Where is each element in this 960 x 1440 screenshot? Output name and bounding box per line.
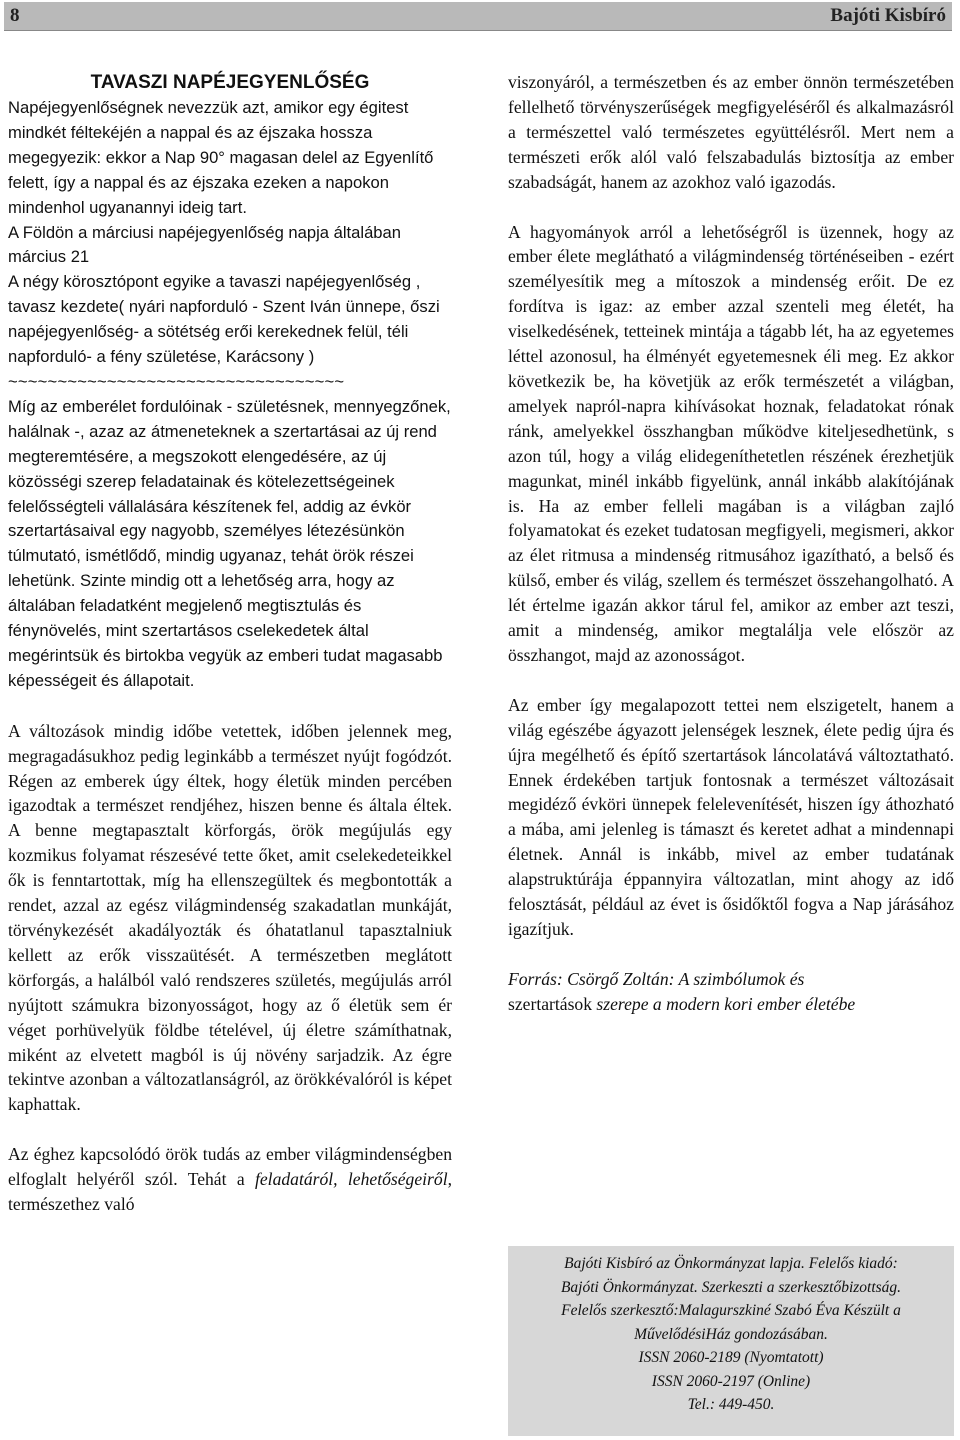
definition-paragraph: Napéjegyenlőségnek nevezzük azt, amikor egy égitest mindkét féltekéjén a nappal és az éjszaka hossza megegyezik: ekkor a Nap 90° magasan delel az Egyenlítő felett, így a nappal és az éjszaka ezeken a napokon mindenhol ugyanannyi ideig tart. (8, 98, 434, 217)
colophon-line: MűvelődésiHáz gondozásában. (634, 1325, 828, 1343)
date-paragraph: A Földön a márciusi napéjegyenlőség napja általában március 21 (8, 222, 401, 267)
body-paragraph-4: viszonyáról, a természetben és az ember önnön természetében fellelhető törvényszerűségek megfigyeléséről és alkalmazásról a természettel való természetes együttélésről. Mert nem a természeti erők alól való felszabadulás biztosítja az ember szabadságát, hanem az azokhoz való igazodás. (508, 72, 954, 192)
colophon-box (508, 1246, 954, 1436)
source-citation: Forrás: Csörgő Zoltán: A szimbólumok és szertartások szerepe a modern kori ember életébe (508, 968, 856, 1014)
points-paragraph: A négy körosztópont egyike a tavaszi napéjegyenlőség , tavasz kezdete( nyári napforduló - Szent Iván ünnepe, őszi napéjegyenlőség- a sötétség erői kerekednek felül, téli napforduló- a fény születése, Karácsony ) (8, 272, 440, 367)
article-title: TAVASZI NAPÉJEGYENLŐSÉG (90, 72, 370, 93)
body-paragraph-3: Az éghez kapcsolódó örök tudás az ember világmindenségben elfoglalt helyéről szól. Tehát a feladatáról, lehetőségeiről, természethez való (8, 1144, 452, 1215)
colophon-line: Bajóti Kisbíró az Önkormányzat lapja. Felelős kiadó: (564, 1255, 898, 1272)
separator: ~~~~~~~~~~~~~~~~~~~~~~~~~~~~~~~~~~ (8, 371, 345, 391)
page-number: 8 (10, 5, 20, 26)
rites-paragraph: Míg az emberélet fordulóinak - születésnek, mennyegzőnek, halálnak -, azaz az átmeneteknek a szertartásai az új rend megteremtésére, a megszokott elengedésére, az új közösségi szerep feladatainak és kötelezettségeinek felelősségteli vállalására készítenek fel, addig az évkör szertartásaival egy nagyobb, személyes létezésünkön túlmutató, ismétlődő, mindig ugyanaz, tehát örök részei lehetünk. Szinte mindig ott a lehetőség arra, hogy az általában feladatként megjelenő megtisztulás és fénynövelés, mint szertartásos cselekedetek által megérintsük és birtokba vegyük az emberi tudat magasabb képességeit és állapotait. (8, 396, 451, 690)
body-paragraph-2: A változások mindig időbe vetettek, időben jelennek meg, megragadásukhoz pedig leginkább a természet nyújt fogódzót. Régen az emberek úgy éltek, hogy életük minden percében igazodtak a természet rendjéhez, hiszen benne és általa éltek. A benne megtapasztalt körforgás, örök megújulás egy kozmikus folyamat részesévé tette őket, amit cselekedeteikkel ők is fenntartottak, míg ha ellenszegültek és megbontották a rendet, azzal az egész világmindenség szakadatlan munkáját, törvénykezését akadályozták és óhatatlanul tapasztalniuk kellett az erők visszaütését. A természetben meglátott körforgás, a halálból való rendszeres születés, megújulás arról nyújtott számukra bizonyosságot, hogy az ő életük sem ér véget porhüvelyük földbe tételével, új életre számíthatnak, miként az elvetett magból is új növény sarjadzik. Az égre tekintve azonban a változatlanságról, az örökkévalóról is képet kaphattak. (8, 720, 452, 1115)
body-paragraph-6: Az ember így megalapozott tettei nem elszigetelt, hanem a világ egészébe ágyazott jelenségek lesznek, élete pedig újra és újra megélhető és építő szertartások láncolatává változtatható. Ennek érdekében tartjuk fontosnak a természet változásait megidéző évköri ünnepek felelevenítését, hiszen így áthozható a mába, ami jelenleg is támaszt és keretet adhat a mindennapi életnek. Annál is inkább, mivel az ember tudatának alapstruktúrája éppannyira változatlan, mint ahogy az idő felosztását, például az évet is ősidőktől fogva a Nap járásához igazítjuk. (508, 694, 954, 939)
colophon-line: ISSN 2060-2189 (Nyomtatott) (638, 1349, 824, 1366)
body-paragraph-5: A hagyományok arról a lehetőségről is üzennek, hogy az ember élete meglátható a világmindenség történéseiben - ezért személyesítik meg a mítoszok a mindenség erőit. De ez fordítva is igaz: az ember azzal szenteli meg életét, ha viselkedésének, tetteinek mintája a tágabb lét, ha az egyetemes léttel azonosul, ha élményét egyetemesnek éli meg. Ez akkor következik be, ha követjük az erők természetét a világban, amelyek napról-napra kihívásokat hoznak, feladatokat rónak ránk, amelyekkel összhangban működve kiteljesedhetünk, s azon túl, hogy a világ elidegeníthetetlen részének érezhetjük magunkat, minél inkább figyelünk, annál inkább alakítójának is. Ha az ember felleli magában is a világban zajló folyamatokat és ezeket tudatosan megfigyeli, megismeri, akkor az élet ritmusa a mindenség ritmusához igazítható, a belső és külső, ember és világ, szellem és természet összehangolható. A lét értelme igazán akkor tárul fel, amikor az ember azt teszi, amit a mindenség, amikor megtalálja vele először az összhangot, majd az azonosságot. (508, 221, 954, 665)
left-column (8, 70, 452, 1217)
colophon-line: Bajóti Önkormányzat. Szerkeszti a szerkesztőbizottság. (560, 1278, 902, 1296)
intro-block (8, 96, 452, 694)
colophon-line: ISSN 2060-2197 (Online) (651, 1372, 811, 1390)
colophon-line: Tel.: 449-450. (687, 1396, 775, 1413)
publication-title: Bajóti Kisbíró (830, 5, 946, 26)
right-column (508, 70, 954, 1017)
colophon-line: Felelős szerkesztő:Malagurszkiné Szabó Éva Készült a (561, 1302, 901, 1319)
page-header (4, 2, 952, 31)
